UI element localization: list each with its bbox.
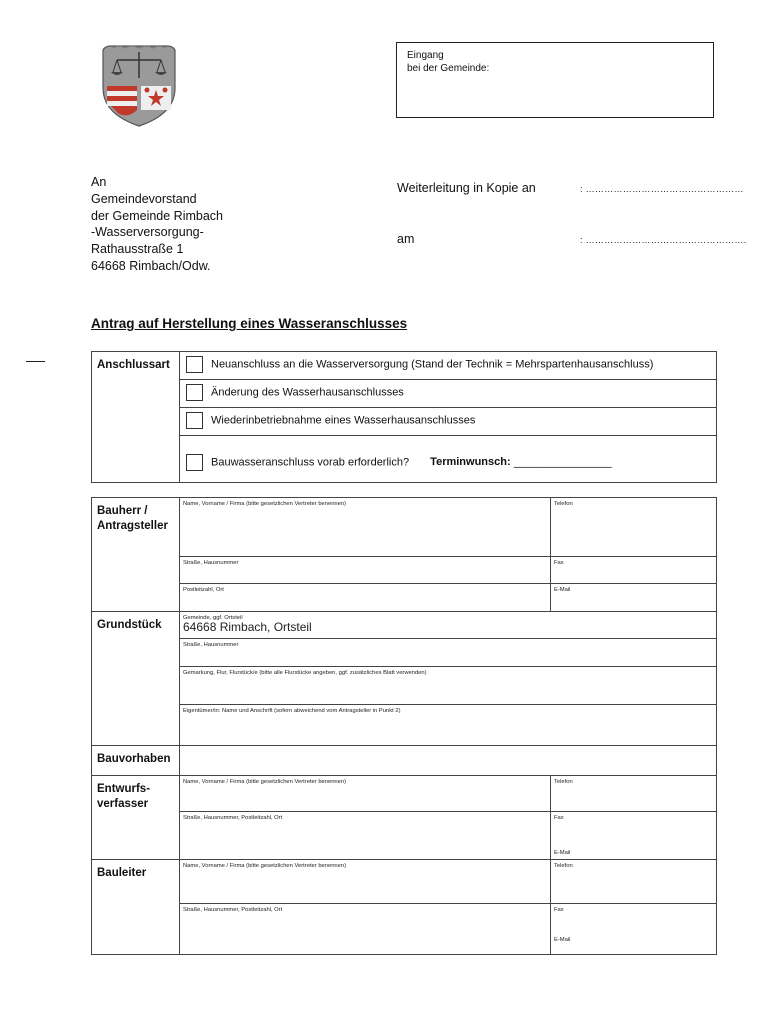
grundstueck-label: Grundstück (92, 612, 180, 746)
bauvorhaben-label: Bauvorhaben (92, 746, 180, 776)
entwurf-telefon-field[interactable]: Telefon (551, 776, 717, 812)
option-label: Wiederinbetriebnahme eines Wasserhausanschlusses (211, 414, 476, 427)
eingang-label: Eingang (407, 50, 444, 61)
bauherr-name-field[interactable]: Name, Vorname / Firma (bitte gesetzlichen Vertreter benennen) (180, 498, 551, 557)
address-line: -Wasserversorgung- (91, 225, 204, 240)
entwurf-name-field[interactable]: Name, Vorname / Firma (bitte gesetzlichen Vertreter benennen) (180, 776, 551, 812)
am-field[interactable]: : ……………………………………………. (580, 235, 747, 245)
bauleiter-strasse-field[interactable]: Straße, Hausnummer, Postleitzahl, Ort (180, 904, 551, 955)
option-label: Neuanschluss an die Wasserversorgung (Stand der Technik = Mehrspartenhausanschluss) (211, 358, 654, 371)
option-label: Änderung des Wasserhausanschlusses (211, 386, 404, 399)
am-label: am (397, 232, 415, 246)
wiederinbetriebnahme-checkbox[interactable] (186, 412, 203, 429)
terminwunsch-label: Terminwunsch: (430, 456, 511, 469)
entwurf-fax-email-field[interactable] (551, 812, 717, 860)
email-caption: E-Mail (554, 850, 571, 856)
recipient-address (91, 174, 223, 275)
email-caption: E-Mail (554, 937, 571, 943)
address-line: Rathausstraße 1 (91, 242, 184, 257)
bauleiter-name-field[interactable]: Name, Vorname / Firma (bitte gesetzlichen Vertreter benennen) (180, 860, 551, 904)
fax-caption: Fax (554, 907, 564, 913)
bauherr-telefon-field[interactable]: Telefon (551, 498, 717, 557)
entwurfsverfasser-label: Entwurfs-verfasser (92, 776, 180, 860)
bauherr-label: Bauherr / Antragsteller (92, 498, 180, 612)
aenderung-checkbox[interactable] (186, 384, 203, 401)
address-line: Gemeindevorstand (91, 191, 197, 206)
kopie-field[interactable]: : …………………………………………… (580, 184, 744, 194)
eingang-sublabel: bei der Gemeinde: (407, 63, 490, 74)
gemeinde-value: 64668 Rimbach, Ortsteil (183, 620, 312, 634)
anschlussart-table (91, 351, 717, 483)
address-line: der Gemeinde Rimbach (91, 208, 224, 223)
fax-caption: Fax (554, 815, 564, 821)
terminwunsch-field[interactable]: ________________ (513, 456, 612, 469)
bauherr-fax-field[interactable]: Fax (551, 557, 717, 584)
address-line: 64668 Rimbach/Odw. (91, 258, 211, 273)
address-line: An (91, 175, 107, 189)
bauleiter-fax-email-field[interactable] (551, 904, 717, 955)
bauvorhaben-field[interactable] (180, 746, 717, 776)
grundstueck-strasse-field[interactable]: Straße, Hausnummer (180, 639, 717, 667)
eingang-stamp-box (396, 42, 714, 118)
bauherr-plz-field[interactable]: Postleitzahl, Ort (180, 584, 551, 612)
bauleiter-telefon-field[interactable]: Telefon (551, 860, 717, 904)
applicant-table (91, 497, 717, 955)
bauleiter-label: Bauleiter (92, 860, 180, 955)
anschlussart-label: Anschlussart (92, 352, 180, 483)
page-title: Antrag auf Herstellung eines Wasseranschlusses (91, 316, 408, 331)
kopie-label: Weiterleitung in Kopie an (397, 181, 536, 195)
grundstueck-gemarkung-field[interactable]: Gemarkung, Flur, Flurstück/e (bitte alle Flurstücke angeben, ggf. zusätzliches Blatt verwenden) (180, 667, 717, 705)
coat-of-arms-logo (99, 44, 179, 128)
margin-mark (26, 361, 45, 362)
grundstueck-gemeinde-field[interactable] (180, 612, 717, 639)
gemeinde-caption: Gemeinde, ggf. Ortsteil (183, 615, 243, 621)
bauherr-strasse-field[interactable]: Straße, Hausnummer (180, 557, 551, 584)
grundstueck-eigentuemer-field[interactable]: Eigentümer/in: Name und Anschrift (sofern abweichend vom Antragsteller in Punkt 2) (180, 705, 717, 746)
neuanschluss-checkbox[interactable] (186, 356, 203, 373)
bauwasser-checkbox[interactable] (186, 454, 203, 471)
entwurf-strasse-field[interactable]: Straße, Hausnummer, Postleitzahl, Ort (180, 812, 551, 860)
option-label: Bauwasseranschluss vorab erforderlich? (211, 456, 410, 469)
bauherr-email-field[interactable]: E-Mail (551, 584, 717, 612)
